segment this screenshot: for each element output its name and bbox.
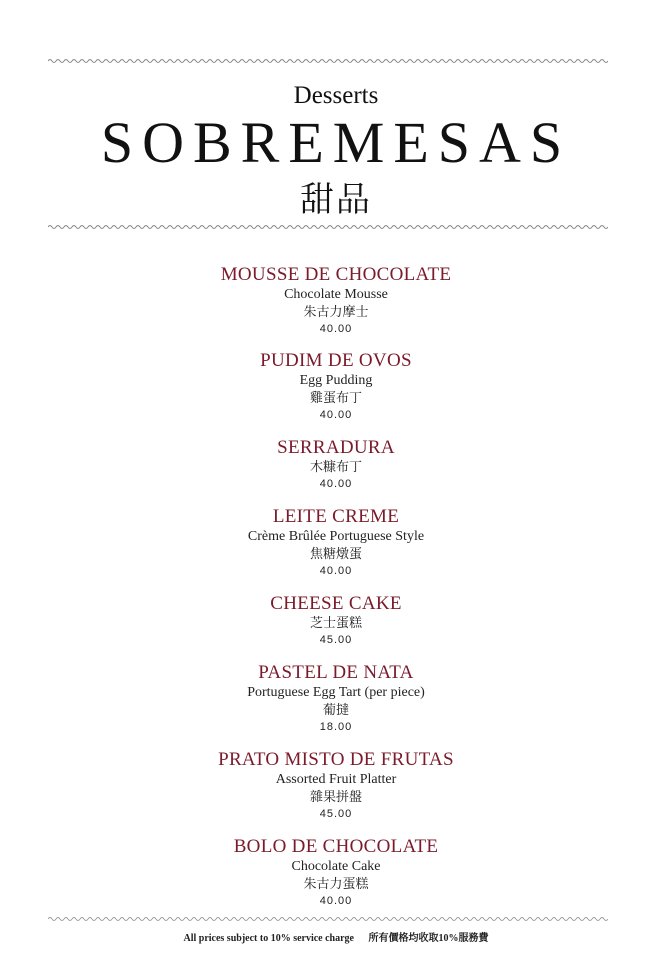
- menu-item-english: Chocolate Mousse: [284, 287, 388, 302]
- menu-title-chinese: 甜品: [300, 180, 372, 220]
- dessert-menu-list: [0, 264, 672, 909]
- menu-item-english: Egg Pudding: [299, 373, 373, 388]
- menu-item-chinese: 木糠布丁: [309, 460, 362, 475]
- menu-item-price: 40.00: [319, 409, 353, 421]
- menu-item-english: Crème Brûlée Portuguese Style: [247, 529, 425, 544]
- menu-item-chinese: 雞蛋布丁: [309, 391, 362, 406]
- top-wavy-divider: [48, 56, 608, 66]
- menu-item-english: Assorted Fruit Platter: [275, 772, 397, 787]
- service-charge-note-en: All prices subject to 10% service charge: [183, 933, 354, 944]
- menu-item-name: PRATO MISTO DE FRUTAS: [218, 749, 454, 770]
- menu-item-chinese: 朱古力蛋糕: [303, 877, 369, 892]
- menu-item-name: SERRADURA: [277, 437, 395, 458]
- menu-item-price: 18.00: [319, 721, 353, 733]
- service-charge-note: [0, 929, 672, 944]
- menu-item: [0, 662, 672, 735]
- menu-item: [0, 593, 672, 648]
- menu-item-name: PUDIM DE OVOS: [260, 350, 412, 371]
- menu-subtitle: Desserts: [293, 82, 379, 109]
- footer-wavy-divider: [48, 914, 608, 924]
- menu-item: [0, 749, 672, 822]
- menu-item-price: 40.00: [319, 323, 353, 335]
- menu-item-name: CHEESE CAKE: [270, 593, 402, 614]
- menu-item: [0, 350, 672, 423]
- menu-item-chinese: 朱古力摩士: [303, 305, 369, 320]
- menu-item-name: MOUSSE DE CHOCOLATE: [220, 264, 452, 285]
- menu-item-price: 40.00: [319, 895, 353, 907]
- menu-item-price: 40.00: [319, 478, 353, 490]
- menu-item-chinese: 芝士蛋糕: [309, 616, 362, 631]
- menu-item-chinese: 焦糖燉蛋: [309, 547, 362, 562]
- menu-item-price: 45.00: [319, 634, 353, 646]
- menu-item-name: LEITE CREME: [272, 506, 400, 527]
- menu-title: SOBREMESAS: [100, 110, 572, 175]
- menu-item-price: 45.00: [319, 808, 353, 820]
- menu-item-price: 40.00: [319, 565, 353, 577]
- menu-item-name: BOLO DE CHOCOLATE: [233, 836, 439, 857]
- menu-item-english: Portuguese Egg Tart (per piece): [247, 685, 425, 700]
- menu-item-chinese: 雜果拼盤: [309, 790, 362, 805]
- menu-item: [0, 836, 672, 909]
- menu-item-english: Chocolate Cake: [291, 859, 381, 874]
- menu-item: [0, 437, 672, 492]
- menu-item: [0, 506, 672, 579]
- service-charge-note-cn: 所有價格均收取10%服務費: [368, 933, 489, 944]
- menu-item: [0, 264, 672, 337]
- menu-item-chinese: 葡撻: [322, 703, 349, 718]
- header-wavy-divider: [48, 222, 608, 232]
- menu-item-name: PASTEL DE NATA: [258, 662, 414, 683]
